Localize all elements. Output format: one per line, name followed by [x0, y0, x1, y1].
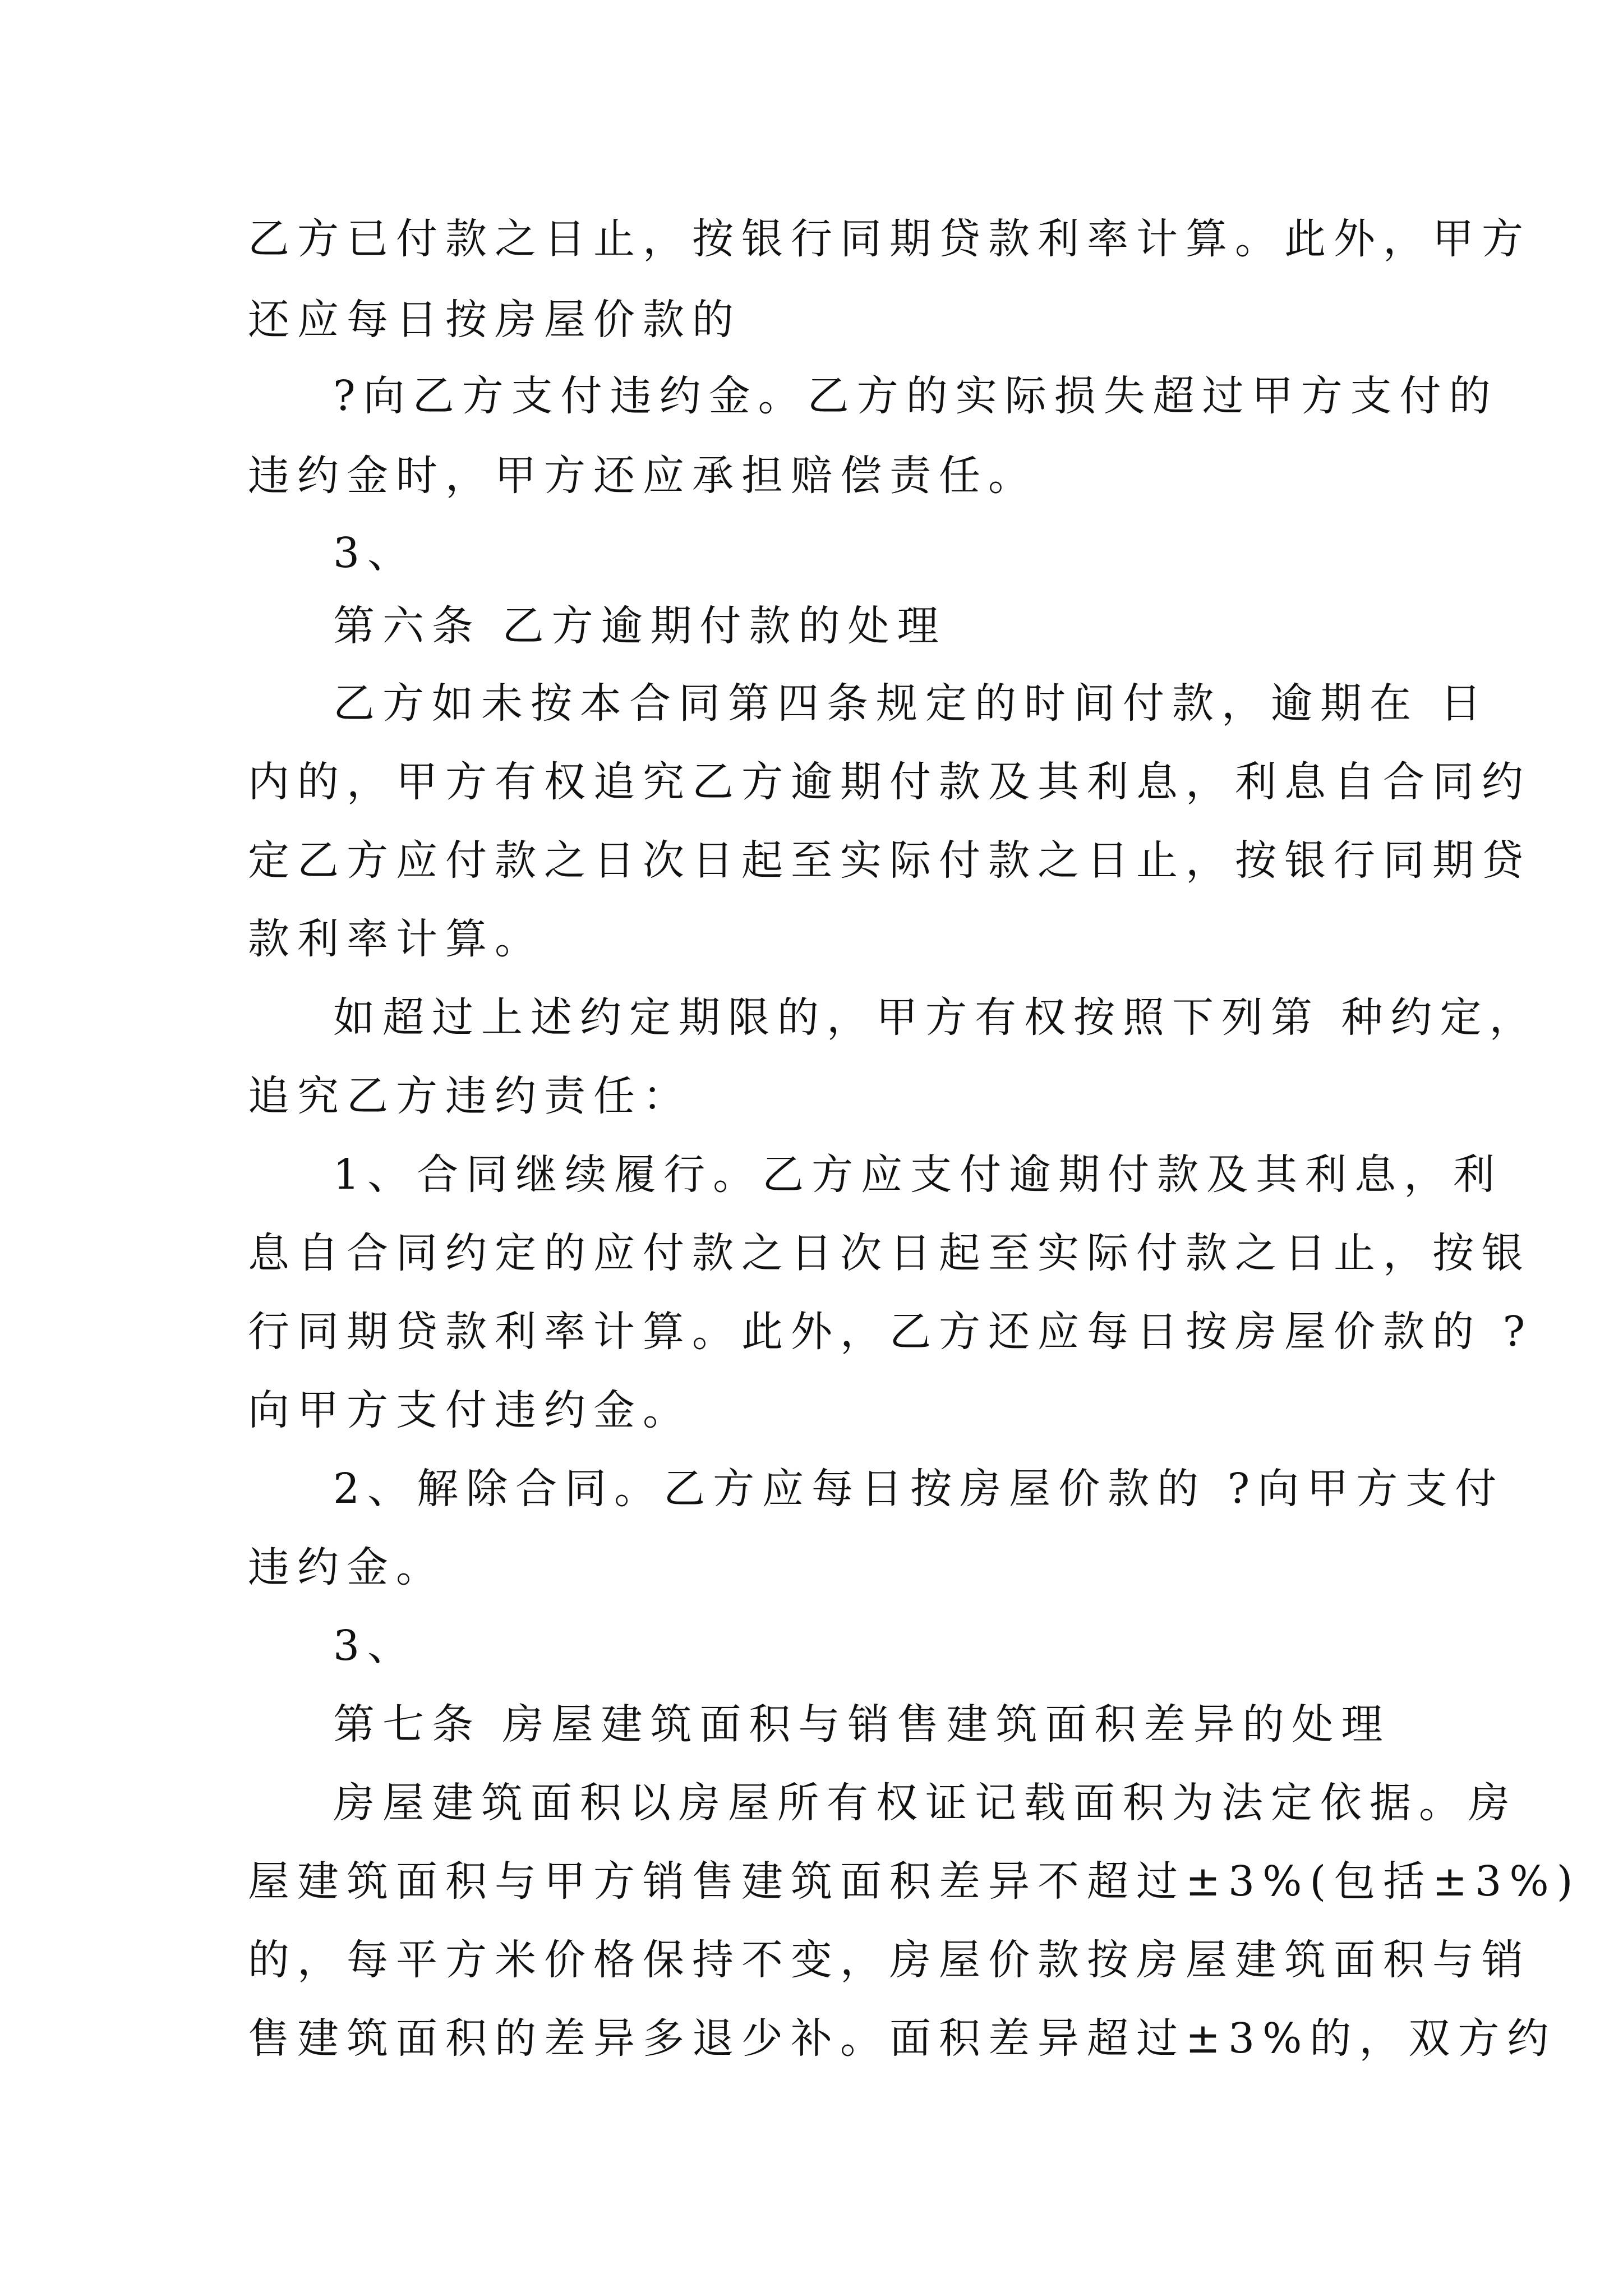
section-heading: 第六条 乙方逾期付款的处理	[333, 602, 947, 650]
paragraph-line: 的，每平方米价格保持不变，房屋价款按房屋建筑面积与销	[248, 1936, 1531, 1984]
paragraph-line: 定乙方应付款之日次日起至实际付款之日止，按银行同期贷	[248, 836, 1531, 885]
list-marker: 3、	[333, 1622, 417, 1670]
list-item-line: 息自合同约定的应付款之日次日起至实际付款之日止，按银	[248, 1229, 1531, 1277]
paragraph-line: 追究乙方违约责任：	[248, 1072, 692, 1120]
paragraph-line: 内的，甲方有权追究乙方逾期付款及其利息，利息自合同约	[248, 758, 1531, 806]
paragraph-line: 如超过上述约定期限的，甲方有权按照下列第 种约定，	[333, 993, 1539, 1042]
paragraph-line: 房屋建筑面积以房屋所有权证记载面积为法定依据。房	[333, 1779, 1518, 1827]
list-marker: 3、	[333, 529, 417, 577]
paragraph-line: 乙方如未按本合同第四条规定的时间付款，逾期在 日	[333, 679, 1490, 728]
paragraph-line: 乙方已付款之日止，按银行同期贷款利率计算。此外，甲方	[248, 215, 1531, 263]
paragraph-line: 款利率计算。	[248, 915, 544, 963]
list-item-line: 行同期贷款利率计算。此外，乙方还应每日按房屋价款的 ?	[248, 1308, 1533, 1356]
paragraph-line: 还应每日按房屋价款的	[248, 296, 741, 344]
section-heading: 第七条 房屋建筑面积与销售建筑面积差异的处理	[333, 1700, 1391, 1749]
list-item-line: 违约金。	[248, 1543, 445, 1591]
list-item-line: 1、合同继续履行。乙方应支付逾期付款及其利息，利	[333, 1151, 1503, 1199]
list-item-line: 2、解除合同。乙方应每日按房屋价款的 ?向甲方支付	[333, 1465, 1505, 1513]
paragraph-line: 售建筑面积的差异多退少补。面积差异超过±3%的，双方约	[248, 2014, 1557, 2063]
paragraph-line: 违约金时，甲方还应承担赔偿责任。	[248, 452, 1038, 500]
paragraph-line: 屋建筑面积与甲方销售建筑面积差异不超过±3%(包括±3%)	[248, 1857, 1581, 1906]
list-item-line: 向甲方支付违约金。	[248, 1386, 692, 1434]
paragraph-line: ?向乙方支付违约金。乙方的实际损失超过甲方支付的	[333, 372, 1498, 420]
